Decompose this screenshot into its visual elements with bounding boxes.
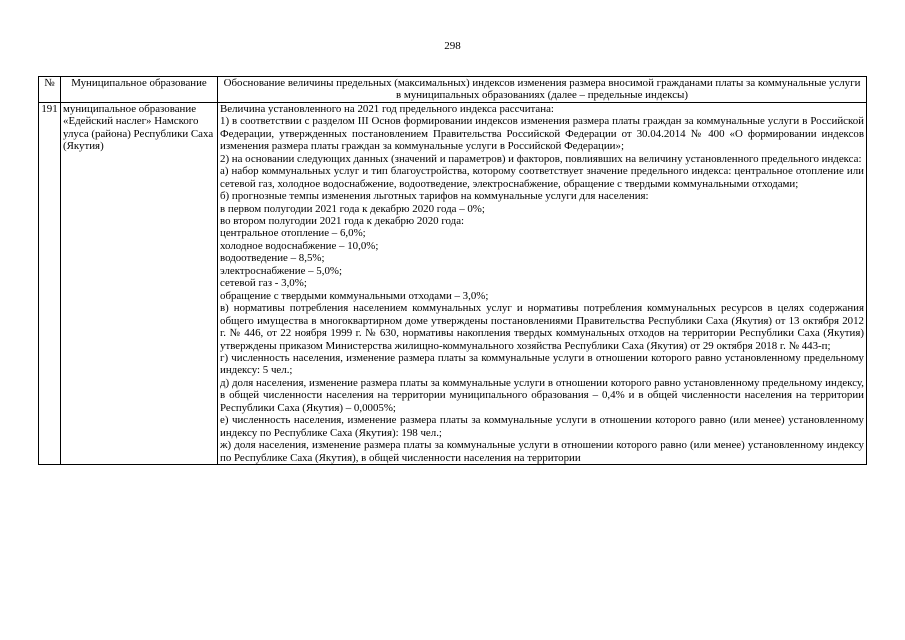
paragraph: во втором полугодии 2021 года к декабрю 2020 года: — [220, 214, 465, 227]
paragraph: водоотведение – 8,5%; — [220, 252, 325, 265]
column-header-justification: Обоснование величины предельных (максимальных) индексов изменения размера вносимой гражданами платы за коммунальные услуги в муниципальных образованиях (далее – предельные индексы) — [218, 77, 867, 103]
paragraph: б) прогнозные темпы изменения льготных тарифов на коммунальные услуги для населения: — [220, 190, 649, 203]
table-row — [39, 102, 867, 464]
justification-table — [38, 76, 867, 465]
paragraph: е) численность населения, изменение размера платы за коммунальные услуги в отношении которого равно (или менее) установленному индексу по Республике Саха (Якутия): 198 чел.; — [220, 414, 864, 439]
row-number: 191 — [39, 102, 61, 464]
paragraph: ж) доля населения, изменение размера платы за коммунальные услуги в отношении которого равно (или менее) установленному индексу по Республике Саха (Якутия), в общей численности населения на территории — [220, 439, 864, 464]
paragraph: обращение с твердыми коммунальными отходами – 3,0%; — [220, 289, 489, 302]
paragraph: в первом полугодии 2021 года к декабрю 2020 года – 0%; — [220, 202, 485, 215]
justification-text — [218, 102, 867, 464]
paragraph: холодное водоснабжение – 10,0%; — [220, 239, 379, 252]
paragraph: д) доля населения, изменение размера платы за коммунальные услуги в отношении которого равно установленному предельному индексу, в общей численности населения на территории муниципального образования – 0,4% и в общей численности населения на территории Республики Саха (Якутия) – 0,0005%; — [220, 376, 864, 414]
paragraph: а) набор коммунальных услуг и тип благоустройства, которому соответствует значение предельного индекса: центральное отопление или сетевой газ, холодное водоснабжение, водоотведение, электроснабжение, обращение с твердыми коммунальными отходами; — [220, 165, 864, 190]
municipality-name: муниципальное образование «Едейский наслег» Намского улуса (района) Республики Саха (Якутия) — [61, 102, 218, 464]
paragraph: 2) на основании следующих данных (значений и параметров) и факторов, повлиявших на величину установленного предельного индекса: — [220, 152, 862, 165]
paragraph: сетевой газ - 3,0%; — [220, 277, 307, 290]
column-header-number: № — [39, 77, 61, 103]
paragraph: в) нормативы потребления населением коммунальных услуг и нормативы потребления коммунальных ресурсов в целях содержания общего имущества в многоквартирном доме утверждены постановлениями Правительства Республики Саха (Якутия) от 13 октября 2012 г. № 446, от 22 ноября 1999 г. № 630, нормативы накопления твердых коммунальных отходов на территории Республики Саха (Якутия) утверждены приказом Министерства жилищно-коммунального хозяйства Республики Саха (Якутия) от 29 октября 2018 г. № 443-п; — [220, 302, 864, 352]
column-header-municipality: Муниципальное образование — [61, 77, 218, 103]
paragraph: электроснабжение – 5,0%; — [220, 264, 343, 277]
table-header-row — [39, 77, 867, 103]
paragraph: центральное отопление – 6,0%; — [220, 227, 366, 240]
paragraph: г) численность населения, изменение размера платы за коммунальные услуги в отношении которого равно установленному предельному индексу: 5 чел.; — [220, 351, 864, 377]
page-bottom-margin — [0, 624, 905, 640]
page-number: 298 — [444, 40, 461, 52]
paragraph: 1) в соответствии с разделом III Основ формировании индексов изменения размера платы граждан за коммунальные услуги в Российской Федерации, утвержденных постановлением Правительства Российской Федерации от 30.04.2014 № 400 «О формировании индексов изменения размера платы граждан за коммунальные услуги в Российской Федерации»; — [220, 115, 864, 153]
paragraph: Величина установленного на 2021 год предельного индекса рассчитана: — [220, 102, 554, 115]
